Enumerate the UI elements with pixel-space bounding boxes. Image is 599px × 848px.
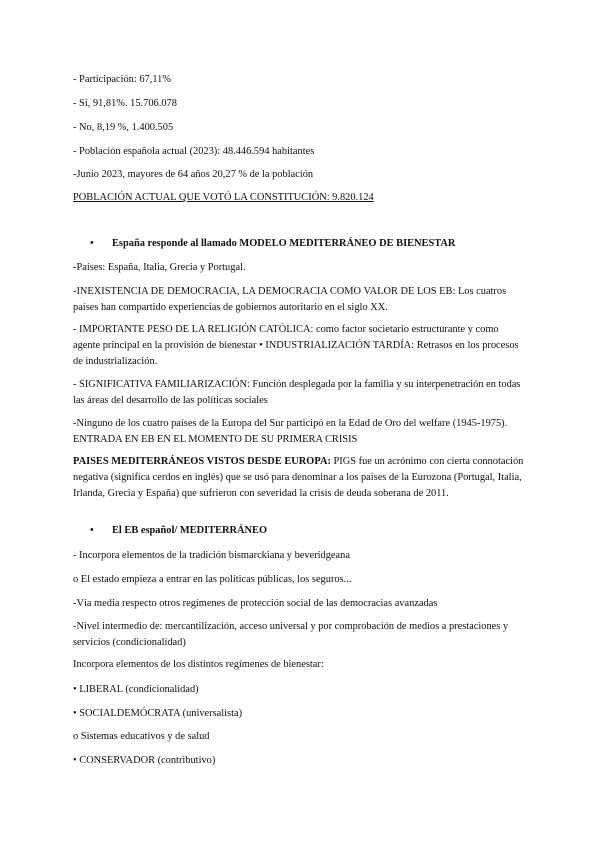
underlined-constitution-line: POBLACIÓN ACTUAL QUE VOTÓ LA CONSTITUCIÓN: 9.820.124 <box>73 192 374 203</box>
section2-heading-text: El EB español/ MEDITERRÁNEO <box>112 525 268 536</box>
bullet-icon: • <box>90 525 94 536</box>
paragraph-golden-age: -Ninguno de los cuatro países de la Europa del Sur participó en la Edad de Oro del welfare (1945-1975). ENTRADA EN EB EN EL MOMENTO DE SU PRIMERA CRISIS <box>73 418 508 445</box>
paragraph-middle-way: -Vía media respecto otros regímenes de protección social de las democracias avanzadas <box>73 598 438 609</box>
paragraph-familiarization: - SIGNIFICATIVA FAMILIARIZACIÓN: Función desplegada por la familia y su interpenetración en todas las áreas del desarrollo de las políticas sociales <box>73 379 521 406</box>
stat-population: - Población española actual (2023): 48.446.594 habitantes <box>73 146 315 157</box>
pigs-bold-label: PAISES MEDITERRÁNEOS VISTOS DESDE EUROPA: <box>73 456 331 467</box>
stat-elderly: -Junio 2023, mayores de 64 años 20,27 % de la población <box>73 169 314 180</box>
paragraph-democracy: -INEXISTENCIA DE DEMOCRACIA, LA DEMOCRACIA COMO VALOR DE LOS EB: Los cuatros países han compartido experiencias de gobiernos autoritario en el siglo XX. <box>73 286 507 313</box>
paragraph-religion: - IMPORTANTE PESO DE LA RELIGIÓN CATÓLICA: como factor societario estructurante y como agente principal en la provisión de bienestar • INDUSTRIALIZACIÓN TARDÍA: Retrasos en los procesos de industrialización. <box>73 324 519 367</box>
bullet-icon: • <box>90 238 94 249</box>
paragraph-regimes: Incorpora elementos de los distintos regímenes de bienestar: <box>73 659 324 670</box>
pigs-text: PIGS fue un acrónimo con cierta connotación negativa (significa cerdos en inglés) que se usó para denominar a los países de la Eurozona (Portugal, Italia, Irlanda, Grecia y España) que sufrieron con severidad la crisis de deuda soberana de 2011. <box>73 456 524 499</box>
paragraph-intermediate-level: -Nivel intermedio de: mercantilización, acceso universal y por comprobación de medios a prestaciones y servicios (condicionalidad) <box>73 621 509 648</box>
list-item-education-health: o Sistemas educativos y de salud <box>73 731 210 742</box>
stat-participation: - Participación: 67,11% <box>73 74 172 85</box>
list-item-liberal: • LIBERAL (condicionalidad) <box>73 684 199 695</box>
paragraph-bismarck: - Incorpora elementos de la tradición bismarckiana y beveridgeana <box>73 550 350 561</box>
list-item-socialdemocrat: • SOCIALDEMÓCRATA (universalista) <box>73 708 243 719</box>
stat-no: - No, 8,19 %, 1.400.505 <box>73 122 174 133</box>
paragraph-pigs <box>73 454 525 502</box>
list-item-conservative: • CONSERVADOR (contributivo) <box>73 755 216 766</box>
stat-yes: - Si, 91,81%. 15.706.078 <box>73 98 177 109</box>
section2-heading <box>90 523 267 539</box>
paragraph-countries: -Países: España, Italia, Grecia y Portugal. <box>73 262 246 273</box>
section1-heading-text: España responde al llamado MODELO MEDITERRÁNEO DE BIENESTAR <box>112 238 456 249</box>
paragraph-state: o El estado empieza a entrar en las políticas públicas, los seguros... <box>73 574 352 585</box>
section1-heading <box>90 236 455 252</box>
